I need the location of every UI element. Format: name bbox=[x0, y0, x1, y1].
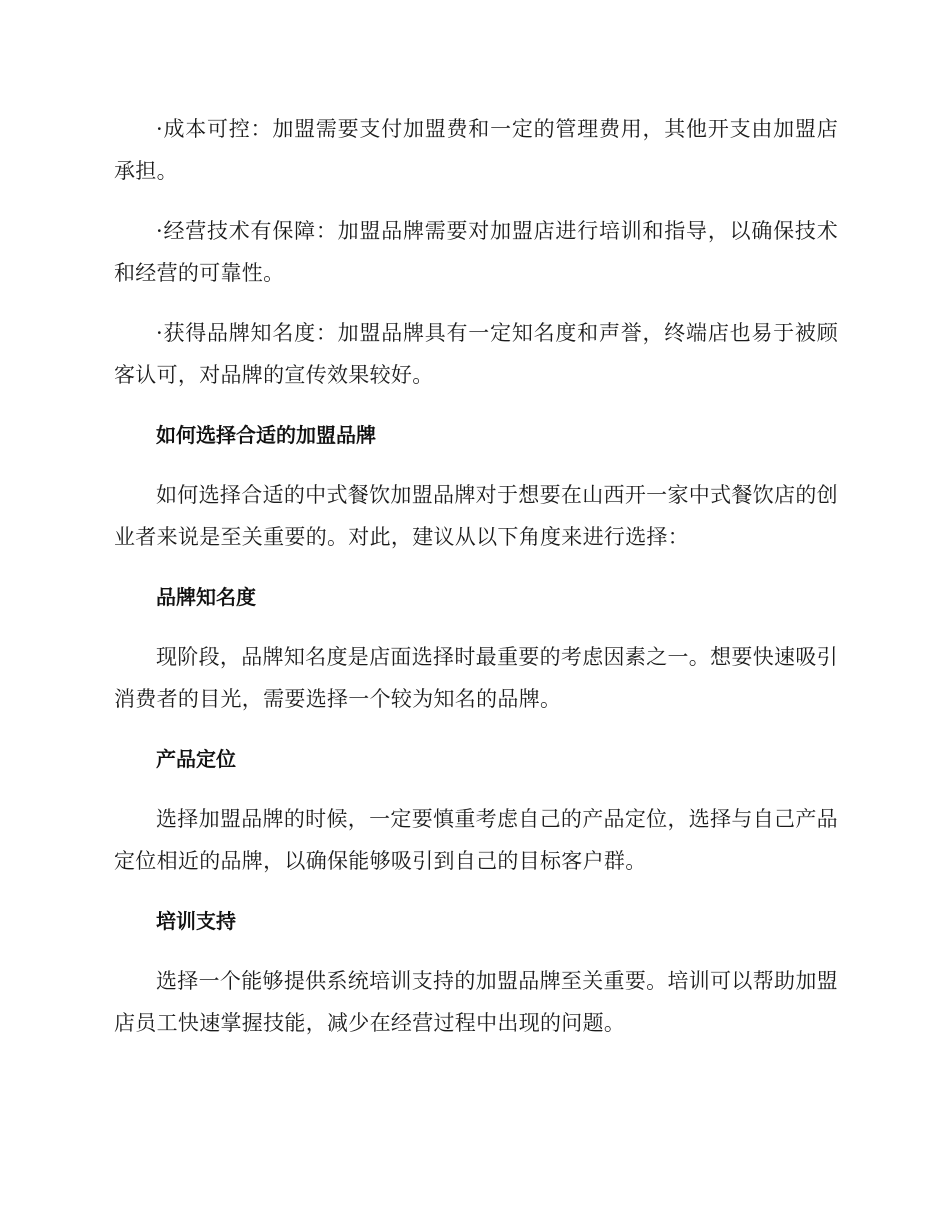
heading-brand-awareness: 品牌知名度 bbox=[156, 585, 256, 609]
bullet-cost-controllable: ·成本可控：加盟需要支付加盟费和一定的管理费用，其他开支由加盟店承担。 bbox=[114, 117, 838, 183]
bullet-technical-guarantee: ·经营技术有保障：加盟品牌需要对加盟店进行培训和指导，以确保技术和经营的可靠性。 bbox=[114, 219, 838, 285]
para-product-positioning: 选择加盟品牌的时候，一定要慎重考虑自己的产品定位，选择与自己产品定位相近的品牌，以确保能够吸引到自己的目标客户群。 bbox=[114, 807, 838, 873]
heading-how-to-choose: 如何选择合适的加盟品牌 bbox=[156, 423, 376, 447]
para-how-to-choose: 如何选择合适的中式餐饮加盟品牌对于想要在山西开一家中式餐饮店的创业者来说是至关重要的。对此，建议从以下角度来进行选择： bbox=[114, 483, 838, 549]
bullet-brand-awareness: ·获得品牌知名度：加盟品牌具有一定知名度和声誉，终端店也易于被顾客认可，对品牌的宣传效果较好。 bbox=[114, 321, 838, 387]
heading-product-positioning: 产品定位 bbox=[156, 747, 236, 771]
para-training-support: 选择一个能够提供系统培训支持的加盟品牌至关重要。培训可以帮助加盟店员工快速掌握技能，减少在经营过程中出现的问题。 bbox=[114, 969, 838, 1035]
para-brand-awareness: 现阶段，品牌知名度是店面选择时最重要的考虑因素之一。想要快速吸引消费者的目光，需要选择一个较为知名的品牌。 bbox=[114, 645, 838, 711]
heading-training-support: 培训支持 bbox=[156, 909, 236, 933]
